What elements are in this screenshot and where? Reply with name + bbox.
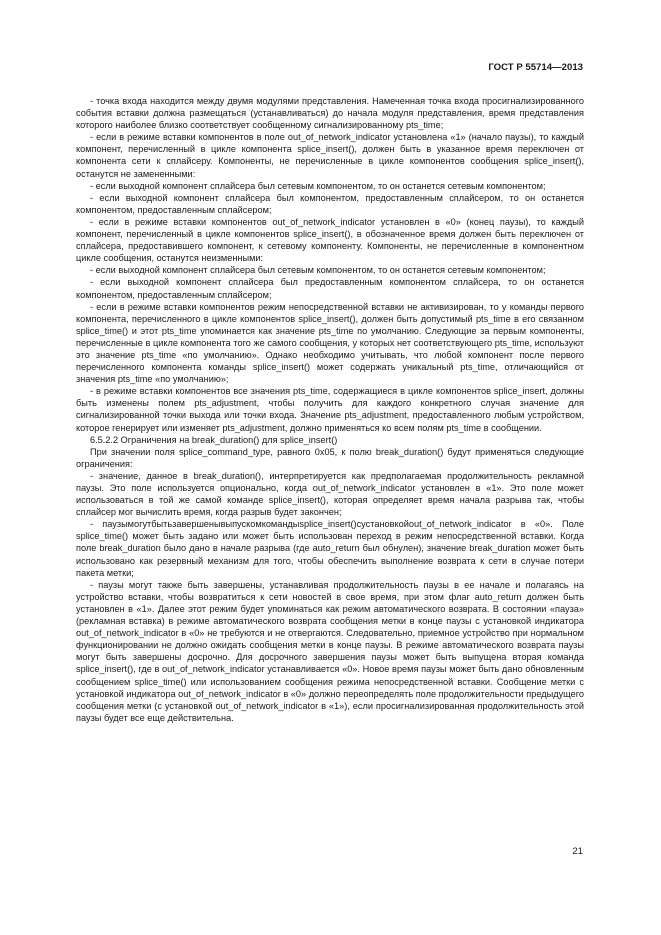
paragraph: - если выходной компонент сплайсера был сетевым компонентом, то он останется сетевым компонентом; [90,265,546,276]
paragraph: - если в режиме вставки компонентов out_of_network_indicator установлен в «0» (конец паузы), то каждый компонент, перечисленный в цикле компонентов splice_insert(), в обозначенное время должен быть переключен от сплайсера, предоставившего компонент, к сетевому компоненту. Компоненты, не перечисленные в компонентном цикле сообщения, останутся неизменными: [76,216,584,264]
paragraph: - паузы могут также быть завершены, устанавливая продолжительность паузы в ее начале и полагаясь на устройство вставки, чтобы возвратиться к сети новостей в свое время, при этом флаг auto_return должен быть установлен в «1». Далее этот режим будет упоминаться как режим автоматического возврата. В состоянии «пауза» (рекламная вставка) в режиме автоматического возврата сообщения метки в конце паузы с установкой индикатора out_of_network_indicator в «0» не требуются и не отвергаются. Следовательно, приемное устройство при нормальном функционировании не должно ожидать сообщения метки в конце паузы. В режиме автоматического возврата паузы могут быть завершены досрочно. Для досрочного завершения паузы может быть выпущена вторая команда splice_insert(), где в out_of_network_indicator устанавливается «0». Новое время паузы может быть дано обновленным сообщением splice_time() или использованием сообщения режима непосредственной вставки. Сообщение метки с установкой индикатора out_of_network_indicator в «0» должно переопределять поле продолжительности предыдущего сообщения метки (с установкой out_of_network_indicator в «1»), если просигнализированная продолжительность этой паузы будет все еще действительна. [76,579,584,723]
paragraph: 6.5.2.2 Ограничения на break_duration() для splice_insert() [90,434,338,445]
paragraph: - в режиме вставки компонентов все значения pts_time, содержащиеся в цикле компонентов splice_insert, должны быть изменены полем pts_adjustment, чтобы получить для каждого конкретного случая значение для сигнализированной точки выхода или точки входа. Значение pts_adjustment, предоставленного любым устройством, которое генерирует или изменяет pts_adjustment, должно применяться ко всем полям pts_time в сообщении. [76,386,584,433]
paragraph: - точка входа находится между двумя модулями представления. Намеченная точка входа просигнализированного события вставки должна размещаться (устанавливаться) до начала модуля представления, время представления которого наиболее близко соответствует сообщенному сигнализированному pts_time; [76,96,584,131]
paragraph: - значение, данное в break_duration(), интерпретируется как предполагаемая продолжительность рекламной паузы. Это поле используется опционально, когда out_of_network_indicator установлен в «1». Это поле может использоваться в той же самой команде splice_insert(), которая определяет время начала разрыва так, чтобы сплайсер мог вычислить время, когда разрыв будет закончен; [76,470,584,518]
paragraph: - если выходной компонент сплайсера был предоставленным компонентом сплайсера, то он останется компонентом, предоставленным сплайсером; [76,277,584,300]
paragraph: - если в режиме вставки компонентов режим непосредственной вставки не активизирован, то у команды первого компонента, перечисленного в цикле компонентов splice_insert(), должен быть допустимый pts_time в его связанном splice_time() и этот pts_time упоминается как значение pts_time по умолчанию. Следующие за первым компоненты, перечисленные в цикле компонента того же самого сообщения, у которых нет соответствующего pts_time, используют это значение pts_time «по умолчанию». Однако необходимо учитывать, что любой компонент после первого перечисленного компонента команды splice_insert() может содержать уникальный pts_time, отличающийся от значения pts_time «по умолчанию»; [76,301,584,385]
paragraph: - паузымогутбытьзавершенывыпускомкомандыsplice_insert()сустановкойout_of_network_indicator в «0». Поле splice_time() может быть задано или может быть использован переход в режим непосредственной вставки. Когда поле break_duration было дано в начале разрыва (где auto_return был обнулен), значение break_duration может быть использовано как резервный механизм для того, чтобы обеспечить выполнение возврата к сети в случае потери пакета метки; [76,519,584,578]
paragraph: - если выходной компонент сплайсера был компонентом, предоставленным сплайсером, то он останется компонентом, предоставленным сплайсером; [76,192,584,215]
document-body [76,95,584,724]
paragraph: При значении поля splice_command_type, равного 0x05, к полю break_duration() будут применяться следующие ограничения: [76,446,584,469]
paragraph: - если выходной компонент сплайсера был сетевым компонентом, то он останется сетевым компонентом; [90,180,546,191]
standard-designation: ГОСТ Р 55714—2013 [488,62,583,73]
paragraph: - если в режиме вставки компонентов в поле out_of_network_indicator установлена «1» (начало паузы), то каждый компонент, перечисленный в цикле компонента splice_insert(), должен быть в указанное время переключен от компонента сети к сплайсеру. Компоненты, не перечисленные в цикле компонентов сообщения splice_insert(), останутся не замененными: [76,132,584,179]
page-number: 21 [572,846,583,857]
